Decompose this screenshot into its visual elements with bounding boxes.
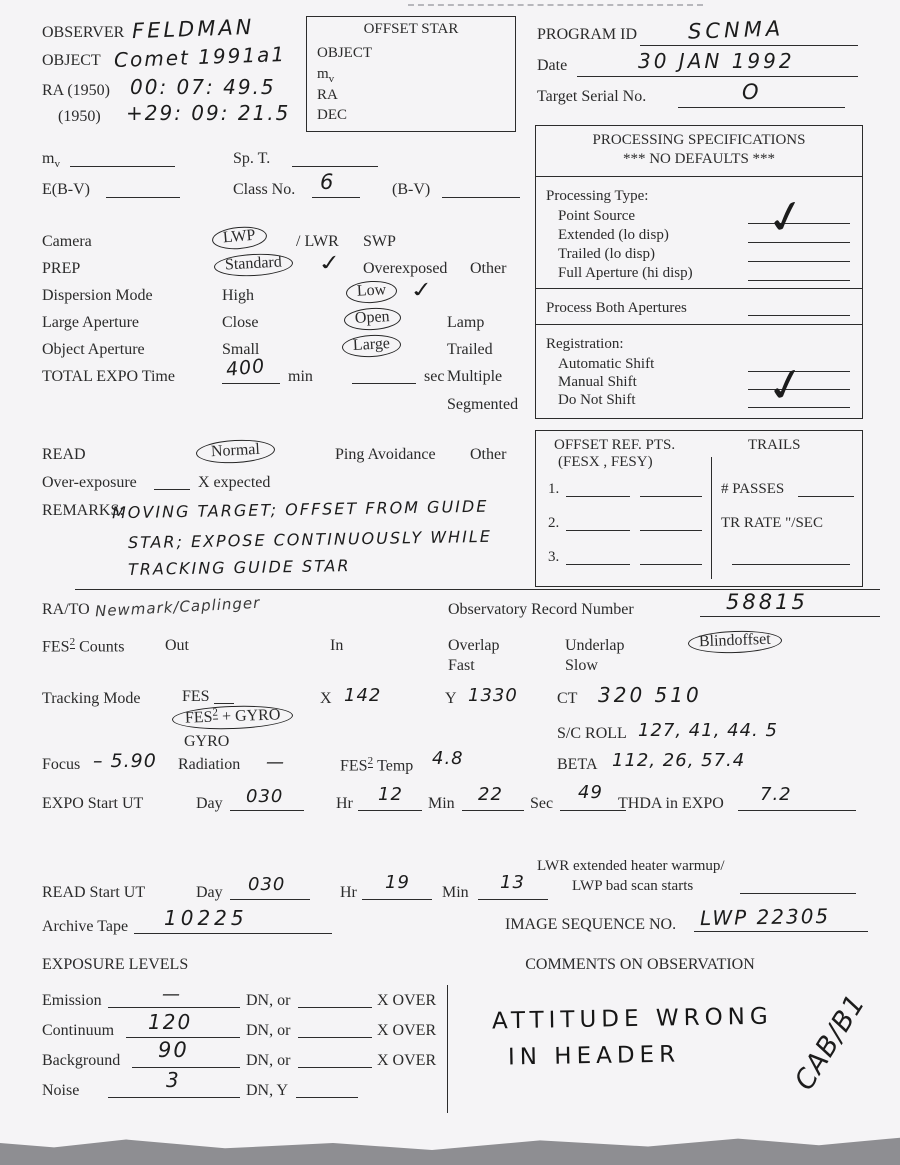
- registration-label: Registration:: [546, 336, 624, 352]
- beta-label: BETA: [557, 756, 598, 773]
- standard-circle-annotation: Standard: [213, 252, 293, 278]
- low-circle-annotation: Low: [345, 280, 397, 305]
- object-value: Comet 1991a1: [113, 42, 287, 72]
- background-label: Background: [42, 1052, 121, 1069]
- read-start-label: READ Start UT: [42, 884, 146, 901]
- small-label: Small: [222, 341, 260, 358]
- scan-bottom-edge: [0, 1121, 900, 1165]
- object-label: OBJECT: [42, 52, 101, 69]
- processing-type-label: Processing Type:: [546, 188, 649, 204]
- overexposed-label: Overexposed: [363, 260, 448, 277]
- archive-tape-label: Archive Tape: [42, 918, 129, 935]
- fes-in-label: In: [330, 637, 344, 654]
- object-aperture-label: Object Aperture: [42, 341, 145, 358]
- program-id-label: PROGRAM ID: [537, 26, 638, 43]
- tracking-fes-label: FES: [182, 688, 210, 705]
- read-min-value: 13: [500, 872, 525, 893]
- offset-ref-row2-fesx-line: [566, 515, 630, 531]
- image-sequence-value: LWP 22305: [699, 903, 831, 931]
- ebv-line: [106, 182, 180, 198]
- date-label: Date: [537, 57, 568, 74]
- processing-title: PROCESSING SPECIFICATIONS: [592, 132, 806, 148]
- reviewer-initials-signature: CAB/B1: [788, 988, 872, 1096]
- sec-label: sec: [424, 368, 445, 385]
- normal-circle-annotation: Normal: [195, 438, 275, 465]
- overexposure-label: Over-exposure: [42, 474, 137, 491]
- tracking-mode-label: Tracking Mode: [42, 690, 141, 707]
- swp-label: SWP: [363, 233, 396, 250]
- dispersion-mode-label: Dispersion Mode: [42, 287, 153, 304]
- expo-day-label: Day: [196, 795, 223, 812]
- ct-label: CT: [557, 690, 578, 707]
- remarks-line-1: MOVING TARGET; OFFSET FROM GUIDE: [111, 496, 489, 523]
- remarks-line-2: STAR; EXPOSE CONTINUOUSLY WHILE: [127, 526, 493, 553]
- close-label: Close: [222, 314, 259, 331]
- sc-roll-label: S/C ROLL: [557, 725, 627, 742]
- full-aperture-label: Full Aperture (hi disp): [558, 265, 693, 281]
- passes-line: [798, 481, 854, 497]
- focus-label: Focus: [42, 756, 81, 773]
- observatory-record-label: Observatory Record Number: [448, 601, 634, 618]
- total-expo-label: TOTAL EXPO Time: [42, 368, 175, 385]
- expo-hr-value: 12: [378, 784, 403, 805]
- both-apertures-label: Process Both Apertures: [546, 300, 687, 316]
- bv-line: [442, 182, 520, 198]
- low-check-mark: ✓: [407, 276, 436, 304]
- emission-label: Emission: [42, 992, 102, 1009]
- trailed-label: Trailed: [447, 341, 493, 358]
- date-value: 30 JAN 1992: [638, 49, 795, 73]
- noise-label: Noise: [42, 1082, 80, 1099]
- read-label: READ: [42, 446, 86, 463]
- fast-label: Fast: [448, 657, 475, 674]
- camera-label: Camera: [42, 233, 92, 250]
- offset-star-ra-label: RA: [317, 87, 338, 103]
- tr-rate-line: [732, 549, 850, 565]
- tracking-fes-line: [214, 688, 234, 704]
- prep-label: PREP: [42, 260, 81, 277]
- fes-temp-value: 4.8: [432, 748, 464, 769]
- point-source-label: Point Source: [558, 208, 636, 224]
- tracking-gyro-label: GYRO: [184, 733, 230, 750]
- dec-epoch-label: (1950): [58, 108, 101, 125]
- background-dn-or-label: DN, or: [246, 1052, 291, 1069]
- fes-y-label: Y: [445, 690, 457, 707]
- prep-other-label: Other: [470, 260, 507, 277]
- offset-star-object-label: OBJECT: [317, 45, 373, 61]
- exposure-levels-title: EXPOSURE LEVELS: [42, 956, 189, 973]
- full-aperture-line: [748, 265, 850, 281]
- fes-x-label: X: [320, 690, 332, 707]
- read-day-value: 030: [248, 874, 286, 895]
- offset-star-mv-label: $m_v$: [317, 66, 335, 85]
- trailed-lo-disp-line: [748, 246, 850, 262]
- manual-shift-check-mark: ✓: [760, 355, 813, 416]
- ct-value: 320 510: [598, 683, 702, 707]
- continuum-xover-line: [298, 1022, 372, 1038]
- target-serial-line: [678, 92, 845, 108]
- fes-counts-label: FES$^2$ Counts: [42, 636, 125, 656]
- ra-value: 00: 07: 49.5: [130, 75, 276, 99]
- min-label: min: [288, 368, 313, 385]
- target-serial-value: O: [742, 80, 760, 104]
- expo-sec-value: 49: [578, 782, 603, 803]
- continuum-label: Continuum: [42, 1022, 115, 1039]
- fes2-gyro-circle-annotation: FES$^2$ + GYRO: [172, 704, 294, 732]
- expo-min-label: Min: [428, 795, 455, 812]
- emission-dn-or-label: DN, or: [246, 992, 291, 1009]
- fes-out-label: Out: [165, 637, 189, 654]
- radiation-label: Radiation: [178, 756, 241, 773]
- mv-line: [70, 151, 175, 167]
- lwr-label: / LWR: [296, 233, 339, 250]
- lamp-label: Lamp: [447, 314, 485, 331]
- thda-value: 7.2: [760, 784, 792, 805]
- read-hr-label: Hr: [340, 884, 357, 901]
- processing-subtitle: *** NO DEFAULTS ***: [622, 151, 776, 167]
- do-not-shift-label: Do Not Shift: [558, 392, 636, 408]
- standard-check-mark: ✓: [315, 249, 344, 277]
- lwr-note-line-1: LWR extended heater warmup/: [537, 858, 725, 874]
- offset-star-box: [306, 16, 516, 132]
- sc-roll-value: 127, 41, 44. 5: [638, 720, 778, 741]
- expo-min-value: 22: [478, 784, 503, 805]
- lwp-circle-annotation: LWP: [211, 225, 267, 252]
- segmented-label: Segmented: [447, 396, 519, 413]
- processing-specs-box: [535, 125, 863, 419]
- overlap-label: Overlap: [448, 637, 500, 654]
- processing-divider-2: [536, 288, 862, 289]
- offset-ref-box: [535, 430, 863, 587]
- scan-artifact-dashes: [408, 4, 703, 6]
- remarks-line-3: TRACKING GUIDE STAR: [127, 556, 351, 579]
- offset-ref-row2-label: 2.: [548, 515, 560, 531]
- offset-ref-row2-fesy-line: [640, 515, 702, 531]
- emission-xover-label: X OVER: [377, 992, 437, 1009]
- sp-type-label: Sp. T.: [233, 150, 271, 167]
- target-serial-label: Target Serial No.: [537, 88, 647, 105]
- background-xover-label: X OVER: [377, 1052, 437, 1069]
- underlap-label: Underlap: [565, 637, 625, 654]
- offset-ref-row3-fesx-line: [566, 549, 630, 565]
- radiation-value: —: [266, 752, 285, 773]
- extended-check-mark: ✓: [760, 187, 813, 248]
- comment-line-2: IN HEADER: [507, 1041, 681, 1071]
- tr-rate-label: TR RATE "/SEC: [721, 515, 823, 531]
- ra-label: RA (1950): [42, 82, 110, 99]
- fes-y-value: 1330: [468, 685, 518, 706]
- offset-star-title: OFFSET STAR: [363, 21, 459, 37]
- bv-label: (B-V): [392, 181, 431, 198]
- high-label: High: [222, 287, 254, 304]
- archive-tape-value: 10225: [164, 906, 248, 930]
- total-expo-sec-line: [352, 368, 416, 384]
- remarks-label: REMARKS:: [42, 502, 124, 519]
- total-expo-value: 400: [224, 355, 267, 381]
- offset-ref-row1-fesx-line: [566, 481, 630, 497]
- read-min-label: Min: [442, 884, 469, 901]
- focus-value: – 5.90: [93, 750, 157, 772]
- passes-label: # PASSES: [721, 481, 785, 497]
- both-apertures-line: [748, 300, 850, 316]
- comment-line-1: ATTITUDE WRONG: [491, 1003, 773, 1035]
- expo-day-value: 030: [246, 786, 284, 807]
- program-id-value: SCNMA: [687, 16, 785, 44]
- ebv-label: E(B-V): [42, 181, 90, 198]
- fes-x-value: 142: [344, 685, 382, 706]
- trails-title: TRAILS: [748, 437, 801, 453]
- open-circle-annotation: Open: [343, 307, 401, 332]
- continuum-xover-label: X OVER: [377, 1022, 437, 1039]
- processing-divider-1: [536, 176, 862, 177]
- ra-to-label: RA/TO: [42, 601, 90, 618]
- offset-star-dec-label: DEC: [317, 107, 347, 123]
- read-hr-value: 19: [385, 872, 410, 893]
- offset-ref-row1-label: 1.: [548, 481, 560, 497]
- offset-ref-title: OFFSET REF. PTS.: [554, 437, 676, 453]
- slow-label: Slow: [565, 657, 598, 674]
- blindoffset-circle-annotation: Blindoffset: [688, 629, 782, 654]
- expo-sec-label: Sec: [530, 795, 554, 812]
- automatic-shift-label: Automatic Shift: [558, 356, 655, 372]
- comments-title: COMMENTS ON OBSERVATION: [525, 956, 755, 973]
- lwr-note-line-blank: [740, 878, 856, 894]
- read-other-label: Other: [470, 446, 507, 463]
- continuum-value: 120: [148, 1010, 193, 1034]
- lwr-note-line-2: LWP bad scan starts: [572, 878, 694, 894]
- thda-label: THDA in EXPO: [618, 795, 724, 812]
- dec-value: +29: 09: 21.5: [126, 101, 291, 125]
- noise-value: 3: [166, 1068, 180, 1092]
- emission-xover-line: [298, 992, 372, 1008]
- observer-value: FELDMAN: [131, 14, 255, 44]
- overexposure-line: [154, 474, 190, 490]
- offset-ref-row1-fesy-line: [640, 481, 702, 497]
- trailed-lo-disp-label: Trailed (lo disp): [558, 246, 655, 262]
- offset-ref-subtitle: (FESX , FESY): [558, 454, 653, 470]
- image-sequence-label: IMAGE SEQUENCE NO.: [505, 916, 677, 933]
- offset-ref-row3-label: 3.: [548, 549, 560, 565]
- expo-start-label: EXPO Start UT: [42, 795, 144, 812]
- class-no-value: 6: [320, 170, 335, 194]
- ra-to-value: Newmark/Caplinger: [94, 593, 261, 621]
- large-aperture-label: Large Aperture: [42, 314, 139, 331]
- multiple-label: Multiple: [447, 368, 503, 385]
- sp-type-line: [292, 151, 378, 167]
- processing-divider-3: [536, 324, 862, 325]
- continuum-dn-or-label: DN, or: [246, 1022, 291, 1039]
- large-circle-annotation: Large: [341, 333, 401, 358]
- observatory-record-value: 58815: [726, 590, 808, 614]
- emission-value: —: [162, 984, 181, 1005]
- background-value: 90: [158, 1038, 189, 1062]
- noise-dn-y-label: DN, Y: [246, 1082, 289, 1099]
- background-xover-line: [298, 1052, 372, 1068]
- beta-value: 112, 26, 57.4: [612, 750, 746, 771]
- ping-avoidance-label: Ping Avoidance: [335, 446, 436, 463]
- observer-label: OBSERVER: [42, 24, 125, 41]
- mv-label: $m_v$: [42, 150, 60, 171]
- noise-y-line: [296, 1082, 358, 1098]
- thda-line: [738, 795, 856, 811]
- class-no-label: Class No.: [233, 181, 296, 198]
- read-day-label: Day: [196, 884, 223, 901]
- fes-temp-label: FES$^2$ Temp: [340, 755, 414, 775]
- exposure-comments-divider: [447, 985, 448, 1113]
- extended-label: Extended (lo disp): [558, 227, 669, 243]
- x-expected-label: X expected: [198, 474, 271, 491]
- manual-shift-label: Manual Shift: [558, 374, 637, 390]
- offset-ref-row3-fesy-line: [640, 549, 702, 565]
- expo-hr-label: Hr: [336, 795, 353, 812]
- offset-ref-divider: [711, 457, 712, 579]
